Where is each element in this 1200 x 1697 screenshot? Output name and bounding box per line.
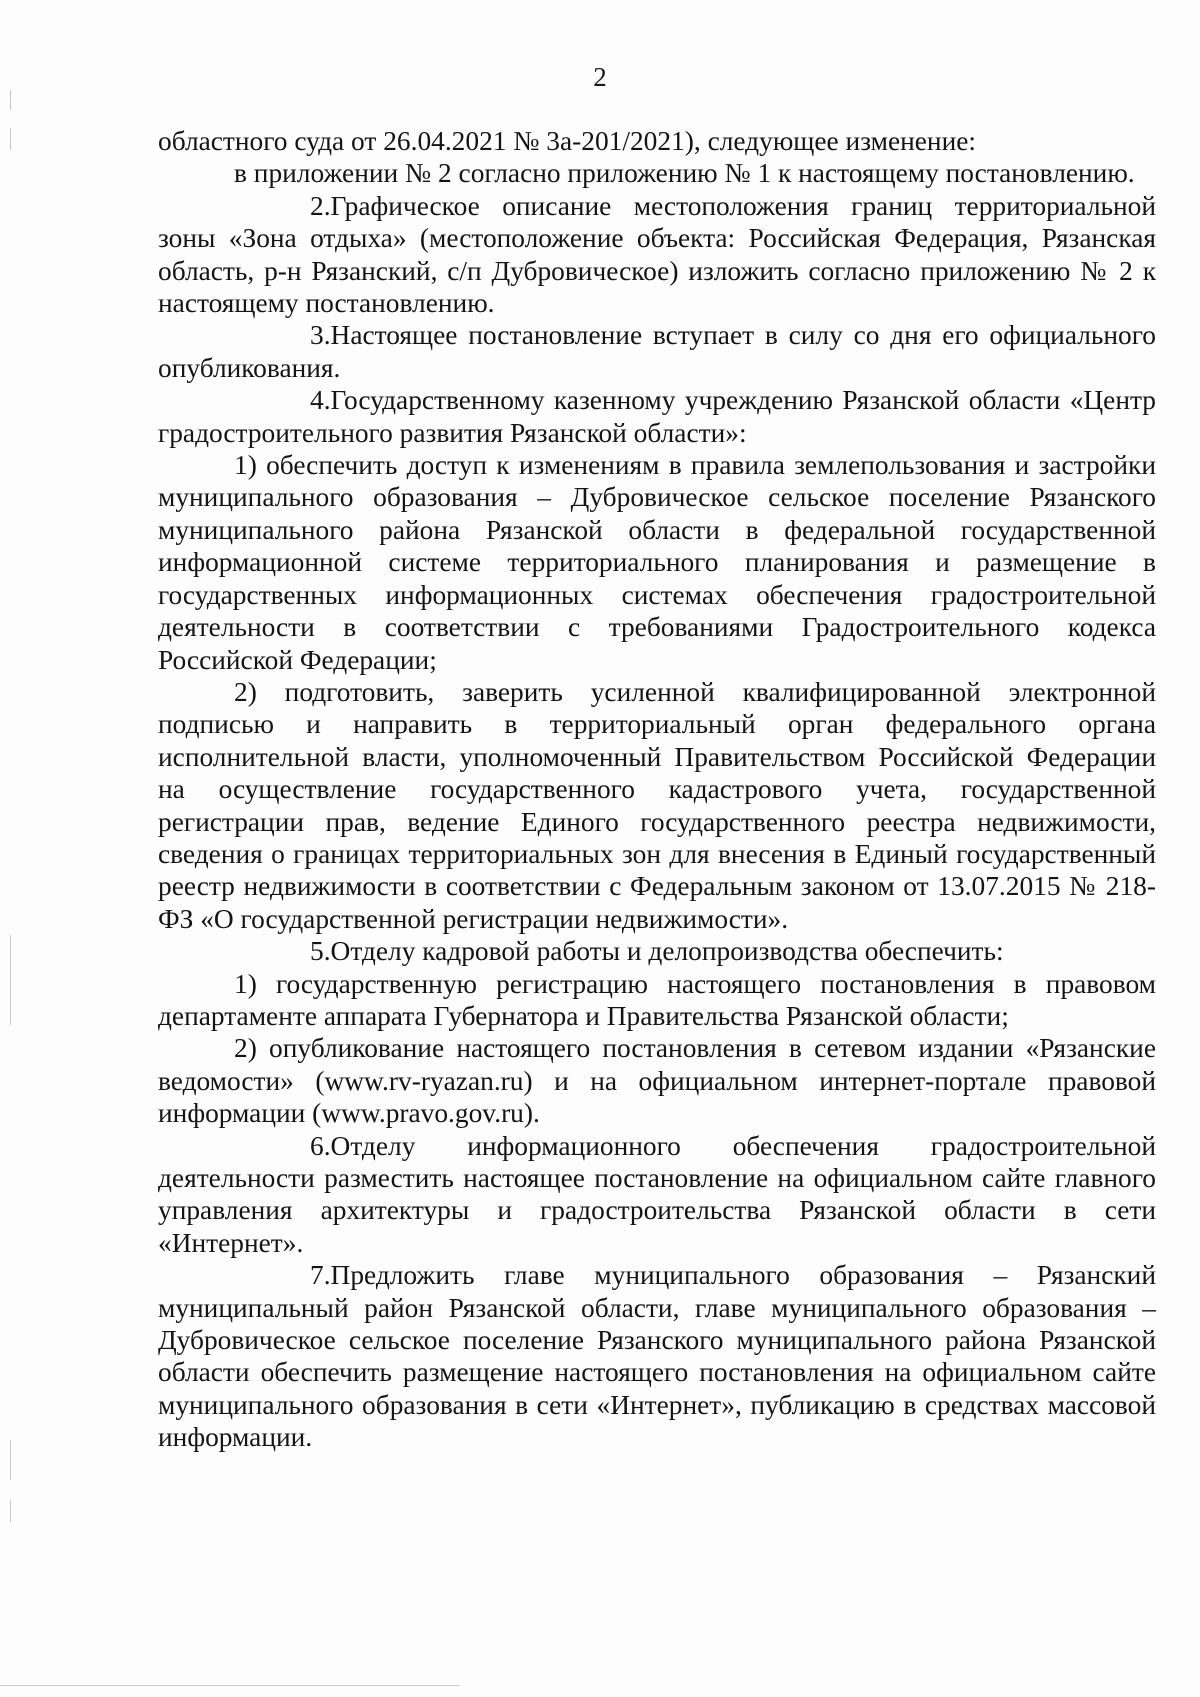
paragraph-item-5	[158, 935, 1156, 967]
item-number: 5.	[310, 936, 331, 967]
paragraph-item-2	[158, 190, 1156, 320]
scan-edge-mark	[10, 1500, 11, 1522]
paragraph-item-6	[158, 1130, 1156, 1260]
paragraph-subitem-4-2	[158, 676, 1156, 935]
scan-edge-mark	[10, 128, 11, 150]
paragraph-text: Графическое описание местоположения границ территориальной зоны «Зона отдыха» (местоположение объекта: Российская Федерация, Рязанская область, р-н Рязанский, с/п Дубровическое) изложить согласно приложению № 2 к настоящему постановлению.	[158, 190, 1156, 319]
paragraph-text: Настоящее постановление вступает в силу со дня его официального опубликования.	[158, 320, 1156, 383]
scan-bottom-edge	[0, 1685, 460, 1686]
item-number: 3.	[310, 320, 331, 351]
paragraph-amendment	[158, 157, 1156, 189]
paragraph-subitem-4-1	[158, 449, 1156, 676]
item-number: 4.	[310, 385, 331, 416]
paragraph-text: 1) обеспечить доступ к изменениям в правила землепользования и застройки муниципального образования – Дубровическое сельское поселение Рязанского муниципального района Рязанской области в федеральной государственной информационной системе территориального планирования и размещение в государственных информационных системах обеспечения градостроительной деятельности в соответствии с требованиями Градостроительного кодекса Российской Федерации;	[158, 450, 1156, 675]
paragraph-text: 2) подготовить, заверить усиленной квалифицированной электронной подписью и направить в территориальный орган федерального органа исполнительной власти, уполномоченный Правительством Российской Федерации на осуществление государственного кадастрового учета, государственной регистрации прав, ведение Единого государственного реестра недвижимости, сведения о границах территориальных зон для внесения в Единый государственный реестр недвижимости в соответствии с Федеральным законом от 13.07.2015 № 218-ФЗ «О государственной регистрации недвижимости».	[158, 676, 1156, 934]
paragraph-continuation	[158, 125, 1156, 157]
scan-edge-mark	[10, 1440, 11, 1480]
paragraph-item-7	[158, 1259, 1156, 1453]
paragraph-text: Отделу информационного обеспечения градостроительной деятельности разместить настоящее постановление на официальном сайте главного управления архитектуры и градостроительства Рязанской области в сети «Интернет».	[158, 1130, 1156, 1258]
paragraph-subitem-5-2	[158, 1032, 1156, 1129]
page-number: 2	[593, 62, 607, 92]
paragraph-item-3	[158, 319, 1156, 384]
document-body	[158, 125, 1156, 1454]
paragraph-text: 2) опубликование настоящего постановления в сетевом издании «Рязанские ведомости» (www.rv-ryazan.ru) и на официальном интернет-портале правовой информации (www.pravo.gov.ru).	[158, 1033, 1156, 1129]
item-number: 7.	[310, 1260, 331, 1291]
paragraph-text: областного суда от 26.04.2021 № 3а-201/2021), следующее изменение:	[158, 126, 977, 156]
paragraph-text: Предложить главе муниципального образования – Рязанский муниципальный район Рязанской области, главе муниципального образования – Дубровическое сельское поселение Рязанского муниципального района Рязанской области обеспечить размещение настоящего постановления на официальном сайте муниципального образования в сети «Интернет», публикацию в средствах массовой информации.	[158, 1260, 1156, 1453]
paragraph-text: в приложении № 2 согласно приложению № 1 к настоящему постановлению.	[234, 158, 1135, 189]
item-number: 2.	[310, 190, 331, 221]
scan-edge-mark	[10, 90, 11, 110]
paragraph-text: 1) государственную регистрацию настоящего постановления в правовом департаменте аппарата Губернатора и Правительства Рязанской области;	[158, 968, 1156, 1031]
paragraph-text: Государственному казенному учреждению Рязанской области «Центр градостроительного развития Рязанской области»:	[158, 385, 1156, 448]
scan-edge-mark	[10, 935, 11, 1025]
paragraph-text: Отделу кадровой работы и делопроизводства обеспечить:	[330, 936, 1004, 967]
item-number: 6.	[310, 1130, 331, 1161]
paragraph-subitem-5-1	[158, 968, 1156, 1033]
paragraph-item-4	[158, 384, 1156, 449]
